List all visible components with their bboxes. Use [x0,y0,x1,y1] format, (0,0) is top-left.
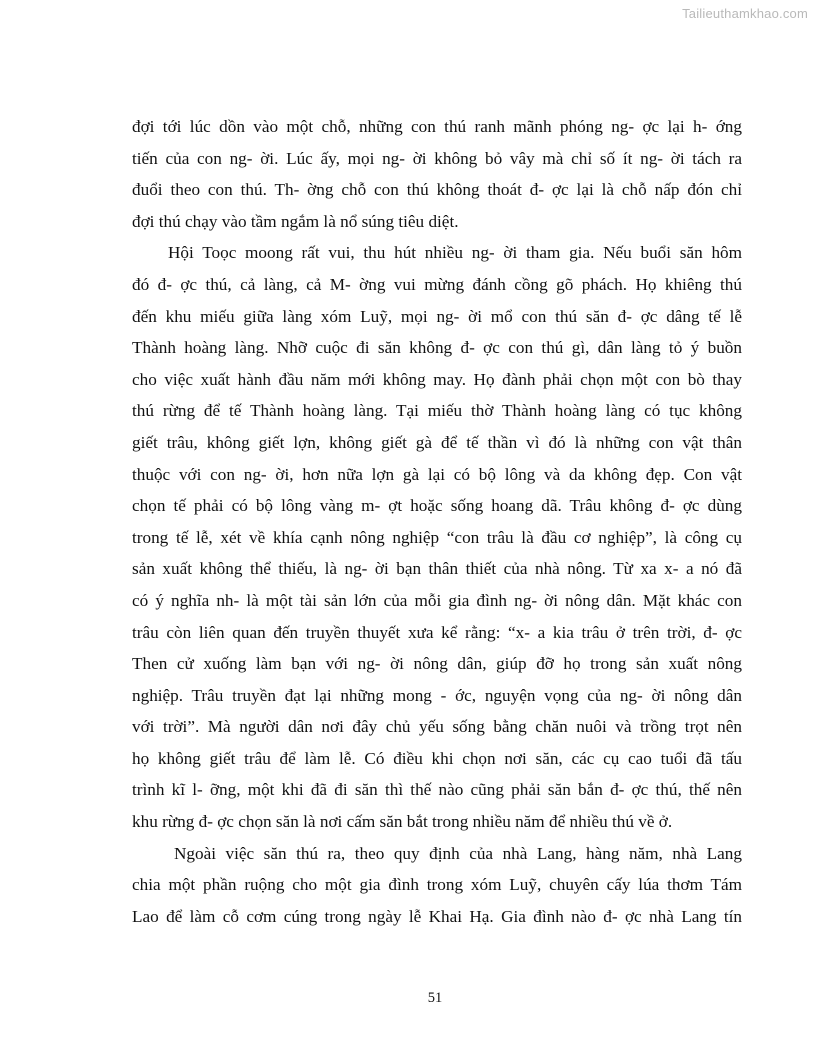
text-line: đuổi theo con thú. Th- ờng chỗ con thú không thoát đ- ợc lại là chỗ nấp đón chỉ [132,180,742,200]
text-line: Ngoài việc săn thú ra, theo quy định của nhà Lang, hàng năm, nhà Lang [174,843,742,863]
paragraph [132,237,742,837]
text-line: sản xuất không thể thiếu, là ng- ời bạn thân thiết của nhà nông. Từ xa x- a nó đã [132,559,742,579]
text-line: với trời”. Mà người dân nơi đây chủ yếu sống bằng chăn nuôi và trồng trọt nên [132,717,742,737]
text-line: thú rừng để tế Thành hoàng làng. Tại miếu thờ Thành hoàng làng có tục không [132,401,742,421]
paragraph [132,838,742,933]
text-line: tiến của con ng- ời. Lúc ấy, mọi ng- ời không bỏ vây mà chỉ số ít ng- ời tách ra [132,148,742,168]
text-line: có ý nghĩa nh- là một tài sản lớn của mỗi gia đình ng- ời nông dân. Mặt khác con [132,590,742,610]
text-line: trong tế lễ, xét về khía cạnh nông nghiệp “con trâu là đầu cơ nghiệp”, là công cụ [132,527,742,547]
document-body [132,111,742,932]
text-line: nghiệp. Trâu truyền đạt lại những mong - ớc, nguyện vọng của ng- ời nông dân [132,685,742,705]
text-line: đợi thú chạy vào tầm ngắm là nổ súng tiêu diệt. [132,211,459,231]
page-number: 51 [427,990,443,1006]
paragraph [132,111,742,237]
text-line: trâu còn liên quan đến truyền thuyết xưa kể rằng: “x- a kia trâu ở trên trời, đ- ợc [132,622,742,642]
text-line: thuộc với con ng- ời, hơn nữa lợn gà lại có bộ lông và da không đẹp. Con vật [132,464,742,484]
watermark-text: Tailieuthamkhao.com [682,6,808,21]
text-line: Thành hoàng làng. Nhỡ cuộc đi săn không đ- ợc con thú gì, dân làng tỏ ý buồn [132,338,742,358]
text-line: giết trâu, không giết lợn, không giết gà để tế thần vì đó là những con vật thân [132,432,742,452]
text-line: Lao để làm cỗ cơm cúng trong ngày lễ Khai Hạ. Gia đình nào đ- ợc nhà Lang tín [132,906,742,926]
text-line: cho việc xuất hành đầu năm mới không may. Họ đành phải chọn một con bò thay [132,369,742,389]
text-line: khu rừng đ- ợc chọn săn là nơi cấm săn bắt trong nhiều năm để nhiều thú về ở. [132,812,673,832]
text-line: đó đ- ợc thú, cả làng, cả M- ờng vui mừng đánh cồng gõ phách. Họ khiêng thú [132,274,742,294]
text-line: đến khu miếu giữa làng xóm Luỹ, mọi ng- ời mổ con thú săn đ- ợc dâng tế lễ [132,306,742,326]
text-line: chia một phần ruộng cho một gia đình trong xóm Luỹ, chuyên cấy lúa thơm Tám [132,875,742,895]
text-line: trình kĩ l- ỡng, một khi đã đi săn thì thế nào cũng phải săn bắn đ- ợc thú, thế nên [132,780,742,800]
text-line: họ không giết trâu để làm lễ. Có điều khi chọn nơi săn, các cụ cao tuổi đã tấu [132,748,742,768]
text-line: đợi tới lúc dồn vào một chỗ, những con thú ranh mãnh phóng ng- ợc lại h- ớng [132,117,742,136]
text-line: Then cử xuống làm bạn với ng- ời nông dân, giúp đỡ họ trong sản xuất nông [132,654,742,674]
text-line: chọn tế phải có bộ lông vàng m- ợt hoặc sống hoang dã. Trâu không đ- ợc dùng [132,496,742,516]
text-line: Hội Toọc moong rất vui, thu hút nhiều ng- ời tham gia. Nếu buổi săn hôm [168,243,742,263]
